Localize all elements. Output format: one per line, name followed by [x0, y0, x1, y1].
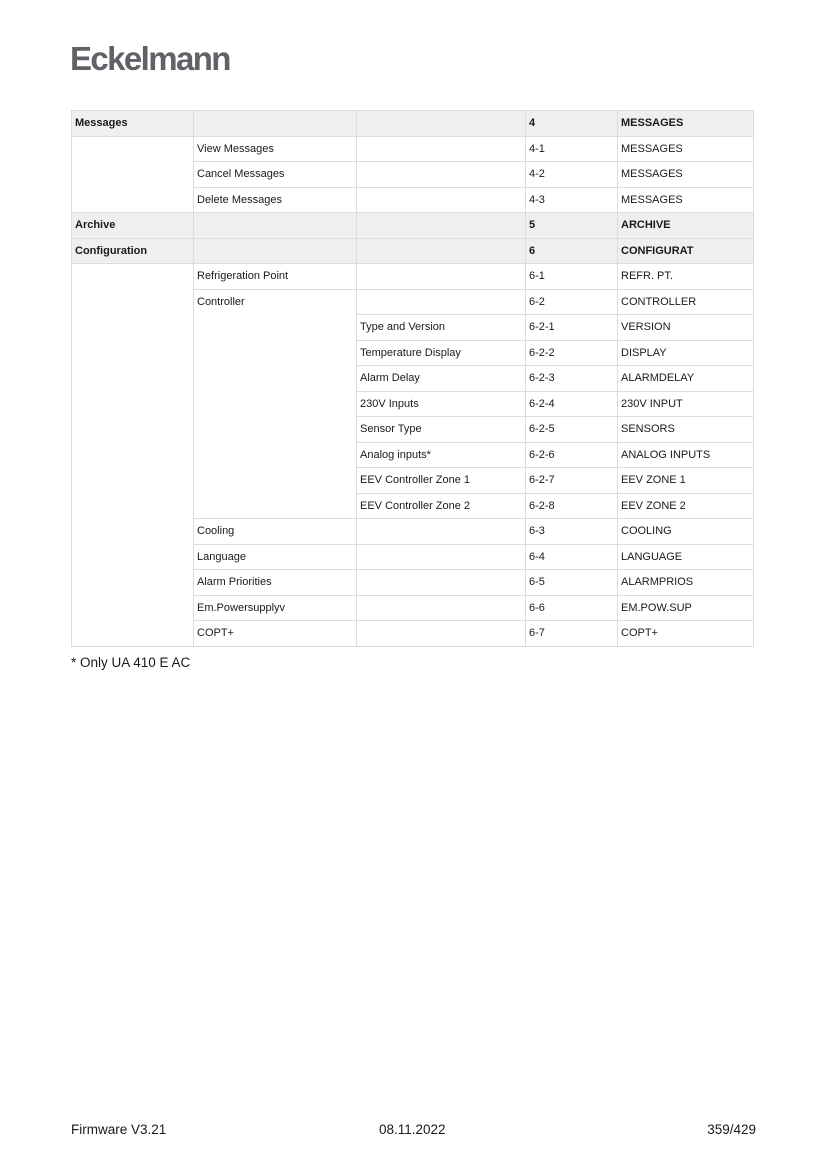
- section-row-archive: [72, 213, 754, 239]
- subitem-display: EEV ZONE 2: [618, 493, 754, 519]
- section-display: CONFIGURAT: [618, 238, 754, 264]
- item-number: 6-3: [526, 519, 618, 545]
- section-number: 4: [526, 111, 618, 137]
- subitem-number: 6-2-2: [526, 340, 618, 366]
- subitem-display: EEV ZONE 1: [618, 468, 754, 494]
- section-display: MESSAGES: [618, 111, 754, 137]
- item-number: 4-1: [526, 136, 618, 162]
- section-title: Archive: [72, 213, 194, 239]
- item-label: View Messages: [194, 136, 357, 162]
- subitem-number: 6-2-7: [526, 468, 618, 494]
- section-title: Configuration: [72, 238, 194, 264]
- footer-date: 08.11.2022: [379, 1122, 446, 1137]
- item-number: 6-2: [526, 289, 618, 315]
- item-label: Refrigeration Point: [194, 264, 357, 290]
- item-display: ALARMPRIOS: [618, 570, 754, 596]
- subitem-label: Alarm Delay: [357, 366, 526, 392]
- subitem-number: 6-2-8: [526, 493, 618, 519]
- footer-firmware: Firmware V3.21: [71, 1122, 167, 1137]
- item-number: 4-3: [526, 187, 618, 213]
- item-number: 6-5: [526, 570, 618, 596]
- subitem-display: SENSORS: [618, 417, 754, 443]
- company-logo: Eckelmann: [70, 40, 230, 77]
- item-label: Alarm Priorities: [194, 570, 357, 596]
- subitem-label: Analog inputs*: [357, 442, 526, 468]
- section-row-configuration: [72, 238, 754, 264]
- item-display: COOLING: [618, 519, 754, 545]
- subitem-number: 6-2-6: [526, 442, 618, 468]
- subitem-display: DISPLAY: [618, 340, 754, 366]
- menu-structure-table: [71, 110, 754, 647]
- item-label: Language: [194, 544, 357, 570]
- item-label: Em.Powersupplyv: [194, 595, 357, 621]
- subitem-display: VERSION: [618, 315, 754, 341]
- subitem-label: Temperature Display: [357, 340, 526, 366]
- item-display: REFR. PT.: [618, 264, 754, 290]
- subitem-number: 6-2-1: [526, 315, 618, 341]
- item-display: MESSAGES: [618, 162, 754, 188]
- item-display: MESSAGES: [618, 187, 754, 213]
- item-display: MESSAGES: [618, 136, 754, 162]
- item-number: 6-7: [526, 621, 618, 647]
- section-title: Messages: [72, 111, 194, 137]
- item-number: 4-2: [526, 162, 618, 188]
- item-label: Cancel Messages: [194, 162, 357, 188]
- item-display: CONTROLLER: [618, 289, 754, 315]
- section-number: 6: [526, 238, 618, 264]
- item-label: Controller: [194, 289, 357, 519]
- subitem-display: ANALOG INPUTS: [618, 442, 754, 468]
- item-label: Cooling: [194, 519, 357, 545]
- item-display: LANGUAGE: [618, 544, 754, 570]
- subitem-number: 6-2-3: [526, 366, 618, 392]
- section-number: 5: [526, 213, 618, 239]
- footer-page-number: 359/429: [707, 1122, 756, 1137]
- section-row-messages: [72, 111, 754, 137]
- item-number: 6-4: [526, 544, 618, 570]
- table-row: [72, 136, 754, 162]
- subitem-label: EEV Controller Zone 1: [357, 468, 526, 494]
- subitem-display: 230V INPUT: [618, 391, 754, 417]
- subitem-number: 6-2-5: [526, 417, 618, 443]
- subitem-label: 230V Inputs: [357, 391, 526, 417]
- subitem-label: Type and Version: [357, 315, 526, 341]
- item-number: 6-1: [526, 264, 618, 290]
- table-row: [72, 264, 754, 290]
- item-label: Delete Messages: [194, 187, 357, 213]
- item-label: COPT+: [194, 621, 357, 647]
- subitem-number: 6-2-4: [526, 391, 618, 417]
- subitem-label: Sensor Type: [357, 417, 526, 443]
- subitem-label: EEV Controller Zone 2: [357, 493, 526, 519]
- section-display: ARCHIVE: [618, 213, 754, 239]
- item-display: COPT+: [618, 621, 754, 647]
- footnote: * Only UA 410 E AC: [71, 655, 191, 670]
- item-number: 6-6: [526, 595, 618, 621]
- subitem-display: ALARMDELAY: [618, 366, 754, 392]
- item-display: EM.POW.SUP: [618, 595, 754, 621]
